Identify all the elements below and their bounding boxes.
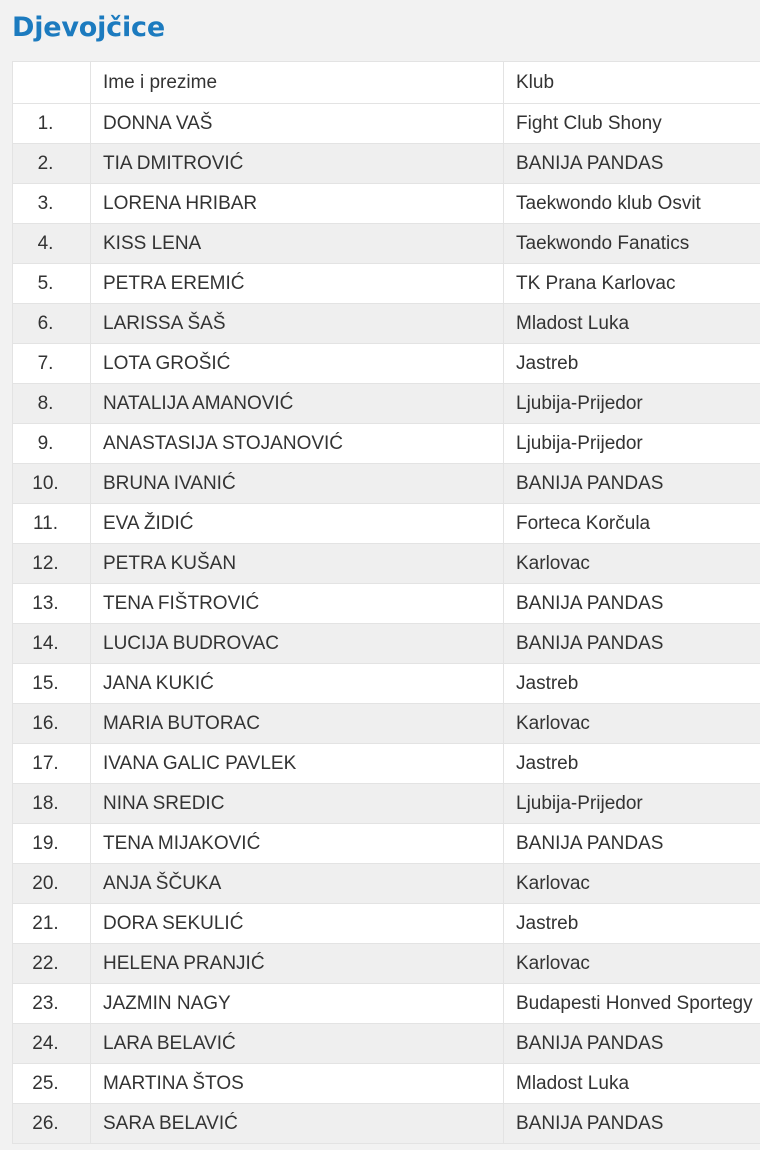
athlete-name-cell: KISS LENA	[91, 224, 504, 264]
athlete-name-cell: PETRA KUŠAN	[91, 544, 504, 584]
athlete-name-cell: JANA KUKIĆ	[91, 664, 504, 704]
table-body	[13, 104, 760, 1144]
table-row	[13, 424, 760, 464]
table-row	[13, 624, 760, 664]
rank-cell: 15.	[13, 664, 91, 704]
table-header	[13, 62, 760, 104]
table-row	[13, 984, 760, 1024]
column-header-rank	[13, 62, 91, 104]
rank-cell: 1.	[13, 104, 91, 144]
club-cell: Ljubija-Prijedor	[504, 424, 760, 464]
table-row	[13, 704, 760, 744]
table-row	[13, 184, 760, 224]
table-row	[13, 864, 760, 904]
table-row	[13, 744, 760, 784]
rank-cell: 2.	[13, 144, 91, 184]
rank-cell: 8.	[13, 384, 91, 424]
rank-cell: 4.	[13, 224, 91, 264]
table-row	[13, 1024, 760, 1064]
athlete-name-cell: NINA SREDIC	[91, 784, 504, 824]
table-row	[13, 944, 760, 984]
table-row	[13, 384, 760, 424]
club-cell: Jastreb	[504, 744, 760, 784]
table-row	[13, 504, 760, 544]
athlete-name-cell: LARISSA ŠAŠ	[91, 304, 504, 344]
rank-cell: 9.	[13, 424, 91, 464]
rank-cell: 25.	[13, 1064, 91, 1104]
table-row	[13, 224, 760, 264]
column-header-name: Ime i prezime	[91, 62, 504, 104]
table-header-row	[13, 62, 760, 104]
table-row	[13, 464, 760, 504]
club-cell: BANIJA PANDAS	[504, 1104, 760, 1144]
rank-cell: 18.	[13, 784, 91, 824]
club-cell: BANIJA PANDAS	[504, 144, 760, 184]
table-row	[13, 304, 760, 344]
club-cell: Taekwondo klub Osvit	[504, 184, 760, 224]
club-cell: Forteca Korčula	[504, 504, 760, 544]
athlete-name-cell: IVANA GALIC PAVLEK	[91, 744, 504, 784]
club-cell: BANIJA PANDAS	[504, 464, 760, 504]
club-cell: BANIJA PANDAS	[504, 624, 760, 664]
athlete-name-cell: ANASTASIJA STOJANOVIĆ	[91, 424, 504, 464]
page-title: Djevojčice	[12, 12, 165, 43]
club-cell: BANIJA PANDAS	[504, 584, 760, 624]
rank-cell: 5.	[13, 264, 91, 304]
table-row	[13, 344, 760, 384]
club-cell: Mladost Luka	[504, 304, 760, 344]
athlete-name-cell: LOTA GROŠIĆ	[91, 344, 504, 384]
club-cell: BANIJA PANDAS	[504, 824, 760, 864]
club-cell: Fight Club Shony	[504, 104, 760, 144]
athlete-name-cell: SARA BELAVIĆ	[91, 1104, 504, 1144]
club-cell: Taekwondo Fanatics	[504, 224, 760, 264]
club-cell: Mladost Luka	[504, 1064, 760, 1104]
rank-cell: 11.	[13, 504, 91, 544]
athlete-name-cell: EVA ŽIDIĆ	[91, 504, 504, 544]
athlete-name-cell: NATALIJA AMANOVIĆ	[91, 384, 504, 424]
club-cell: Budapesti Honved Sportegy	[504, 984, 760, 1024]
rank-cell: 26.	[13, 1104, 91, 1144]
rank-cell: 19.	[13, 824, 91, 864]
table-row	[13, 1064, 760, 1104]
athlete-name-cell: LARA BELAVIĆ	[91, 1024, 504, 1064]
table-row	[13, 104, 760, 144]
table-row	[13, 664, 760, 704]
athlete-name-cell: JAZMIN NAGY	[91, 984, 504, 1024]
athlete-name-cell: MARIA BUTORAC	[91, 704, 504, 744]
club-cell: Karlovac	[504, 944, 760, 984]
rank-cell: 16.	[13, 704, 91, 744]
athlete-name-cell: TIA DMITROVIĆ	[91, 144, 504, 184]
rank-cell: 3.	[13, 184, 91, 224]
club-cell: Jastreb	[504, 344, 760, 384]
results-table	[12, 61, 760, 1144]
rank-cell: 22.	[13, 944, 91, 984]
rank-cell: 24.	[13, 1024, 91, 1064]
club-cell: Karlovac	[504, 544, 760, 584]
rank-cell: 17.	[13, 744, 91, 784]
table-row	[13, 544, 760, 584]
athlete-name-cell: LORENA HRIBAR	[91, 184, 504, 224]
club-cell: TK Prana Karlovac	[504, 264, 760, 304]
club-cell: Karlovac	[504, 864, 760, 904]
athlete-name-cell: ANJA ŠČUKA	[91, 864, 504, 904]
rank-cell: 7.	[13, 344, 91, 384]
athlete-name-cell: HELENA PRANJIĆ	[91, 944, 504, 984]
club-cell: Karlovac	[504, 704, 760, 744]
club-cell: BANIJA PANDAS	[504, 1024, 760, 1064]
table-row	[13, 1104, 760, 1144]
table-row	[13, 264, 760, 304]
athlete-name-cell: TENA MIJAKOVIĆ	[91, 824, 504, 864]
athlete-name-cell: MARTINA ŠTOS	[91, 1064, 504, 1104]
athlete-name-cell: BRUNA IVANIĆ	[91, 464, 504, 504]
athlete-name-cell: LUCIJA BUDROVAC	[91, 624, 504, 664]
table-row	[13, 904, 760, 944]
table-row	[13, 144, 760, 184]
club-cell: Jastreb	[504, 904, 760, 944]
club-cell: Ljubija-Prijedor	[504, 784, 760, 824]
table-row	[13, 824, 760, 864]
rank-cell: 23.	[13, 984, 91, 1024]
athlete-name-cell: DORA SEKULIĆ	[91, 904, 504, 944]
rank-cell: 13.	[13, 584, 91, 624]
athlete-name-cell: TENA FIŠTROVIĆ	[91, 584, 504, 624]
table-row	[13, 584, 760, 624]
column-header-club: Klub	[504, 62, 760, 104]
rank-cell: 21.	[13, 904, 91, 944]
rank-cell: 20.	[13, 864, 91, 904]
rank-cell: 10.	[13, 464, 91, 504]
club-cell: Ljubija-Prijedor	[504, 384, 760, 424]
athlete-name-cell: DONNA VAŠ	[91, 104, 504, 144]
rank-cell: 12.	[13, 544, 91, 584]
table-row	[13, 784, 760, 824]
rank-cell: 14.	[13, 624, 91, 664]
athlete-name-cell: PETRA EREMIĆ	[91, 264, 504, 304]
club-cell: Jastreb	[504, 664, 760, 704]
rank-cell: 6.	[13, 304, 91, 344]
